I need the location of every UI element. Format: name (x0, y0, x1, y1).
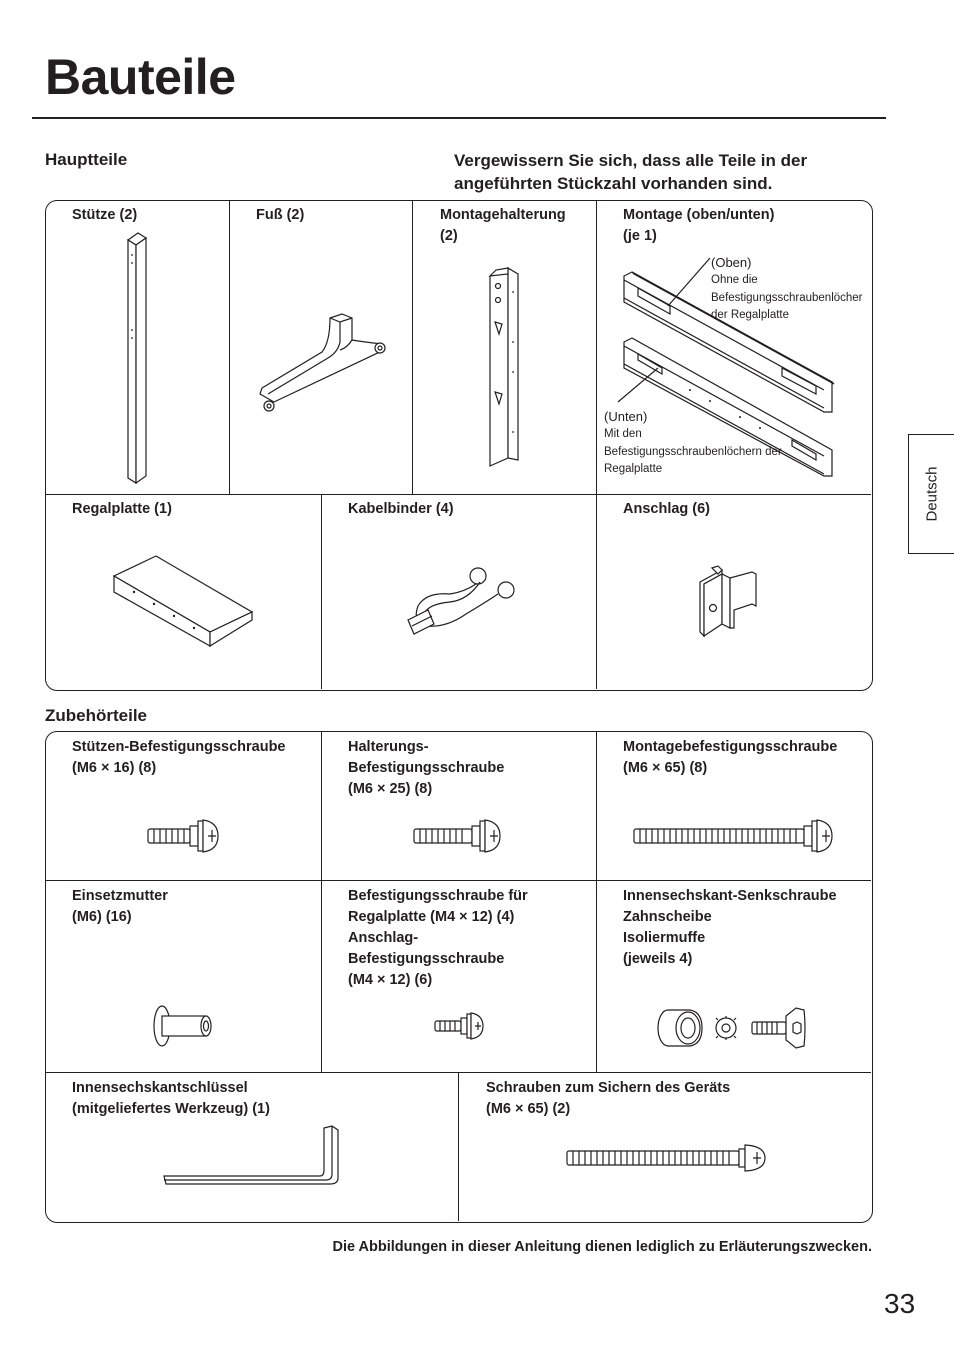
completeness-note: Vergewissern Sie sich, dass alle Teile in der angeführten Stückzahl vorhanden sind. (454, 151, 808, 193)
page-number: 33 (884, 1288, 916, 1319)
acc-label-hex-set: Innensechskant-Senkschraube Zahnscheibe Isoliermuffe (jeweils 4) (623, 888, 837, 967)
part-label-mount-top-bottom: Montage (oben/unten) (je 1) (623, 207, 775, 244)
part-label-stopper: Anschlag (6) (623, 501, 711, 517)
cell-divider (596, 732, 597, 1072)
mounting-bracket-illustration (482, 262, 532, 470)
column-screw-illustration (146, 818, 220, 854)
cell-divider (321, 732, 322, 1072)
main-parts-heading: Hauptteile (45, 150, 128, 169)
part-label-mounting-bracket: Montagehalterung (2) (440, 207, 566, 244)
mount-bottom-label: (Unten) (604, 409, 648, 424)
acc-label-column-screw: Stützen-Befestigungsschraube (M6 × 16) (8) (72, 739, 286, 776)
part-label-foot: Fuß (2) (256, 207, 305, 223)
hex-key-illustration (160, 1124, 344, 1188)
acc-label-device-screw: Schrauben zum Sichern des Geräts (M6 × 65) (2) (486, 1080, 731, 1117)
foot-illustration (252, 312, 392, 422)
cell-divider (229, 201, 230, 494)
cell-divider (596, 201, 597, 689)
part-label-shelf: Regalplatte (1) (72, 501, 172, 517)
mount-top-label: (Oben) (711, 255, 752, 270)
acc-label-bracket-screw: Halterungs- Befestigungsschraube (M6 × 25) (8) (348, 739, 505, 797)
cable-tie-illustration (398, 562, 522, 642)
stopper-illustration (696, 566, 766, 642)
language-tab (908, 434, 954, 554)
disclaimer-footer: Die Abbildungen in dieser Anleitung dienen lediglich zu Erläuterungszwecken. (332, 1239, 872, 1255)
cell-divider (458, 1072, 459, 1221)
acc-label-insert-nut: Einsetzmutter (M6) (16) (72, 888, 168, 925)
row-divider (46, 880, 871, 881)
mount-screw-illustration (632, 818, 834, 854)
part-label-column: Stütze (2) (72, 207, 138, 223)
language-tab-label: Deutsch (923, 466, 940, 522)
acc-label-mount-screw: Montagebefestigungsschraube (M6 × 65) (8) (623, 739, 838, 776)
row-divider (46, 494, 871, 495)
bracket-screw-illustration (412, 818, 502, 854)
acc-label-hex-key: Innensechskantschlüssel (mitgeliefertes Werkzeug) (1) (72, 1080, 270, 1117)
accessories-heading: Zubehörteile (45, 706, 148, 725)
insert-nut-illustration (150, 1004, 214, 1048)
part-label-cable-tie: Kabelbinder (4) (348, 501, 454, 517)
acc-label-shelf-screw: Befestigungsschraube für Regalplatte (M4 × 12) (4) Anschlag- Befestigungsschraube (M4 × 12) (6) (348, 888, 528, 988)
cell-divider (412, 201, 413, 494)
shelf-illustration (110, 550, 260, 650)
mount-bottom-description: Mit den Befestigungsschraubenlöchern der Regalplatte (604, 428, 782, 475)
shelf-screw-illustration (433, 1012, 485, 1040)
column-illustration (120, 230, 160, 485)
device-screw-illustration (565, 1140, 769, 1176)
cell-divider (321, 494, 322, 689)
hex-screw-set-illustration (656, 1006, 808, 1050)
mount-top-description: Ohne die Befestigungsschraubenlöcher der Regalplatte (711, 274, 863, 321)
title-rule (32, 117, 886, 119)
page-title: Bauteile (45, 49, 236, 105)
